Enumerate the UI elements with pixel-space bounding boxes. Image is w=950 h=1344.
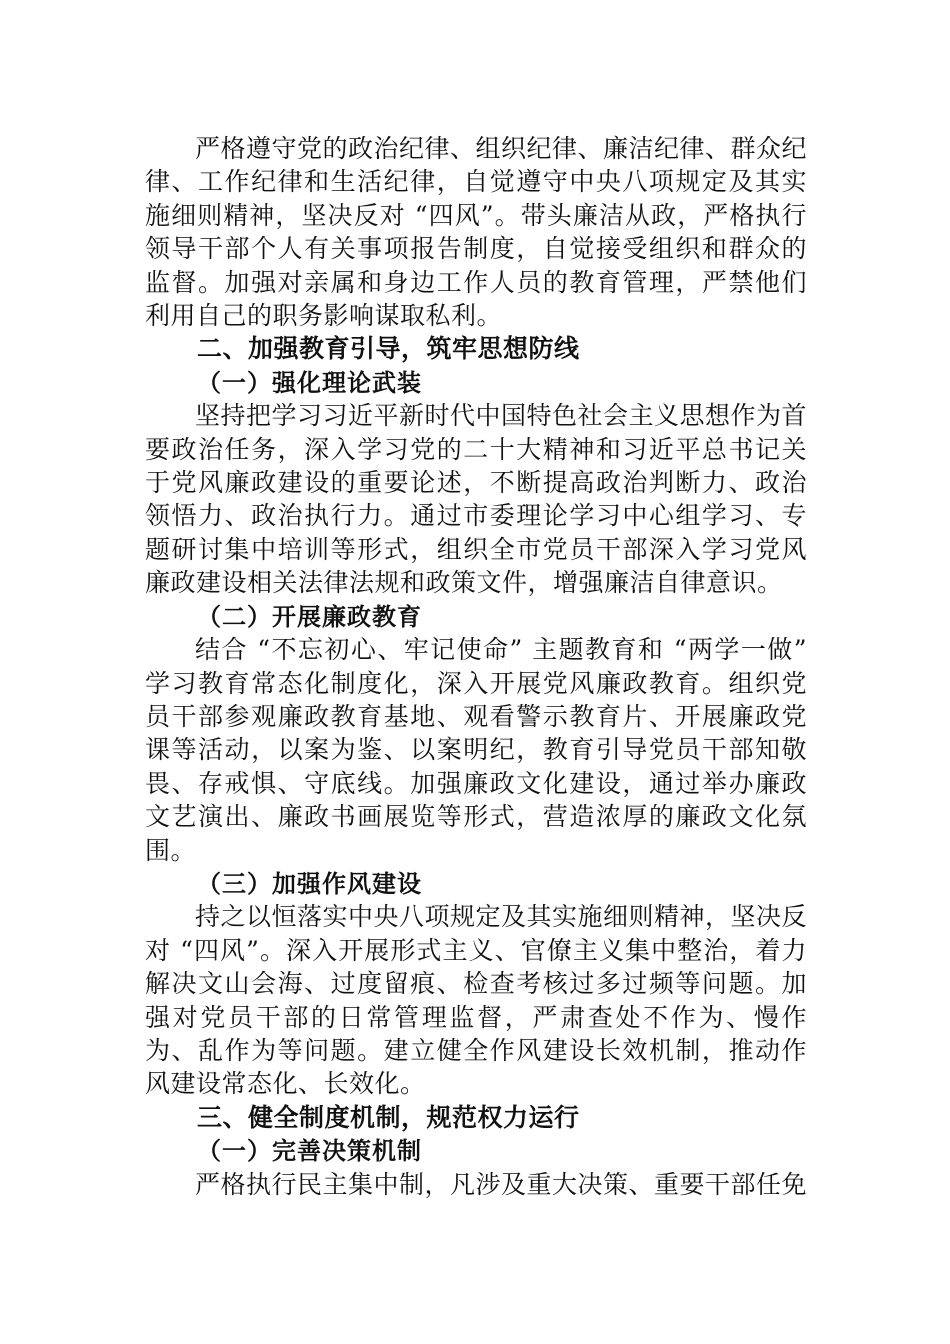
subheading-theory: （一）强化理论武装 <box>197 367 422 397</box>
subheading-work-style: （三）加强作风建设 <box>197 868 422 898</box>
paragraph-work-style: 持之以恒落实中央八项规定及其实施细则精神，坚决反对 “四风”。深入开展形式主义、官僚主义集中整治，着力解决文山会海、过度留痕、检查考核过多过频等问题。加强对党员干部的日常管理监督，严肃查处不作为、慢作为、乱作为等问题。建立健全作风建设长效机制，推动作风建设常态化、长效化。 <box>145 902 808 1099</box>
document-page <box>145 132 807 1201</box>
section-heading-institutions: 三、健全制度机制，规范权力运行 <box>197 1102 580 1132</box>
paragraph-integrity-education: 结合 “不忘初心、牢记使命” 主题教育和 “两学一做” 学习教育常态化制度化，深入开展党风廉政教育。组织党员干部参观廉政教育基地、观看警示教育片、开展廉政党课等活动，以案为鉴、以案明纪，教育引导党员干部知敬畏、存戒惧、守底线。加强廉政文化建设，通过举办廉政文艺演出、廉政书画展览等形式，营造浓厚的廉政文化氛围。 <box>145 635 807 865</box>
subheading-decision-mechanism: （一）完善决策机制 <box>197 1136 422 1166</box>
paragraph-theory: 坚持把学习习近平新时代中国特色社会主义思想作为首要政治任务，深入学习党的二十大精神和习近平总书记关于党风廉政建设的重要论述，不断提高政治判断力、政治领悟力、政治执行力。通过市委理论学习中心组学习、专题研讨集中培训等形式，组织全市党员干部深入学习党风廉政建设相关法律法规和政策文件，增强廉洁自律意识。 <box>145 401 808 598</box>
subheading-integrity-education: （二）开展廉政教育 <box>197 601 422 631</box>
paragraph-decision-mechanism: 严格执行民主集中制，凡涉及重大决策、重要干部任免 <box>195 1169 808 1199</box>
paragraph-discipline: 严格遵守党的政治纪律、组织纪律、廉洁纪律、群众纪律、工作纪律和生活纪律，自觉遵守中央八项规定及其实施细则精神，坚决反对 “四风”。带头廉洁从政，严格执行领导干部个人有关事项报告制度，自觉接受组织和群众的监督。加强对亲属和身边工作人员的教育管理，严禁他们利用自己的职务影响谋取私利。 <box>145 134 808 331</box>
section-heading-education: 二、加强教育引导，筑牢思想防线 <box>197 334 580 364</box>
